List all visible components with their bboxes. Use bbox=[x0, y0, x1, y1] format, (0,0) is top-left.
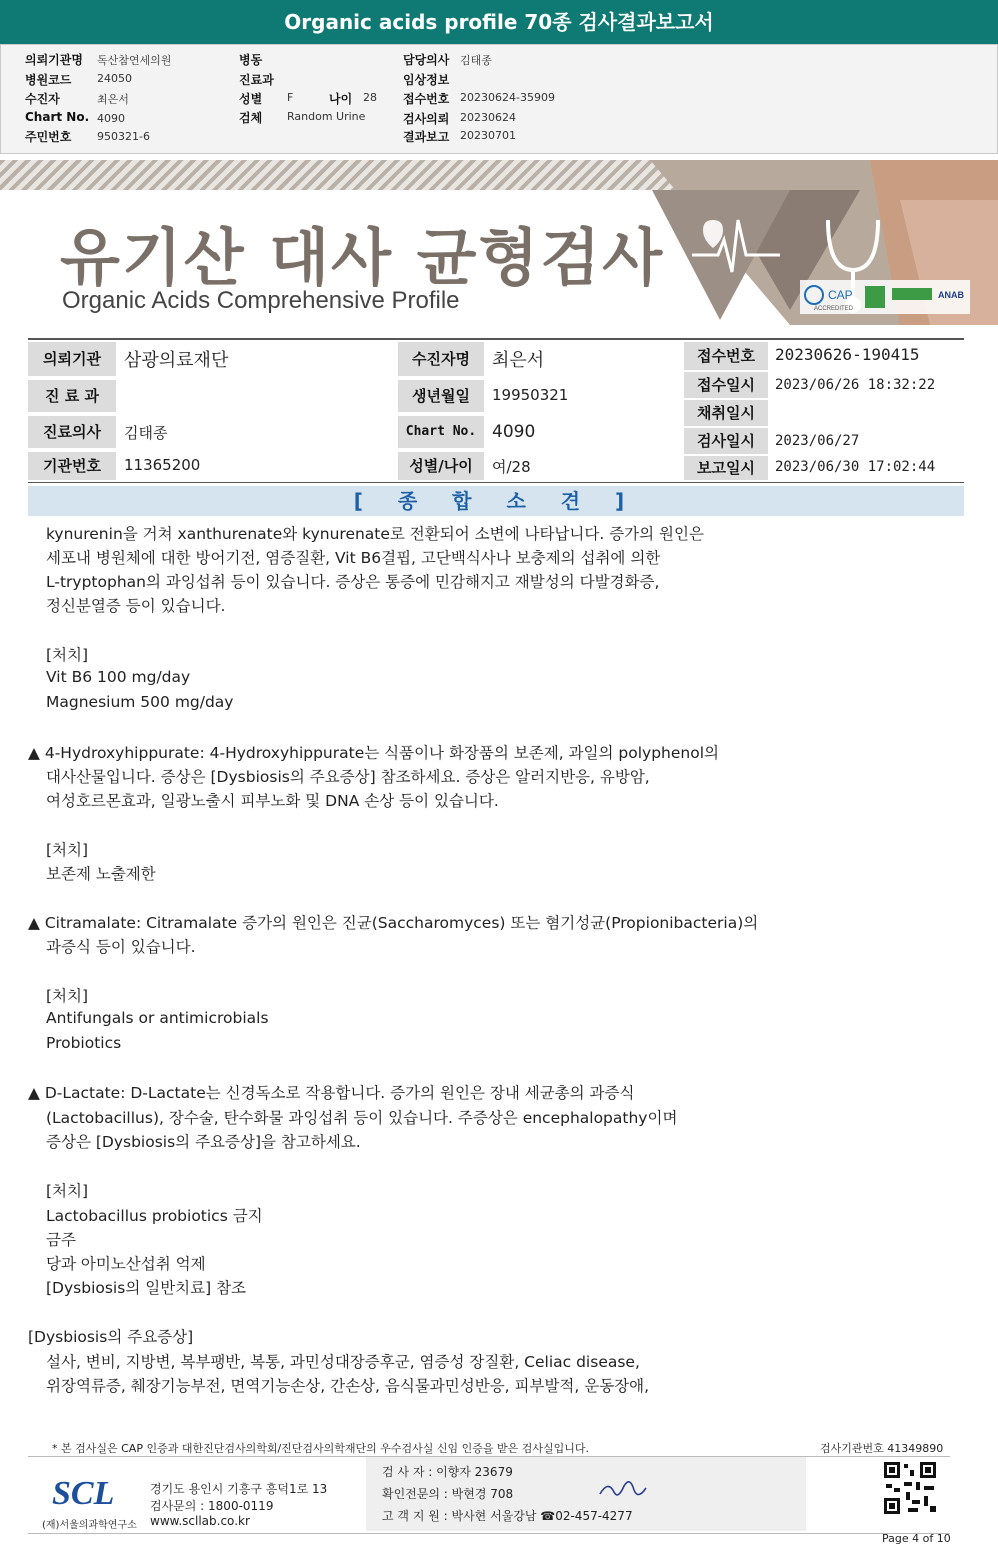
address: 경기도 용인시 기흥구 흥덕1로 13 bbox=[150, 1482, 328, 1496]
summary-line: kynurenin을 거쳐 xanthurenate와 kynurenate로 전환되어 소변에 나타납니다. 증가의 원인은 bbox=[46, 525, 704, 543]
info-label: 나이 bbox=[329, 92, 353, 106]
label-collection-time: 채취일시 bbox=[684, 400, 768, 427]
scl-logo-subtitle: (재)서울의과학연구소 bbox=[42, 1520, 137, 1531]
label-test-date: 검사일시 bbox=[684, 428, 768, 455]
info-value: 28 bbox=[363, 91, 377, 104]
info-value: 20230624-35909 bbox=[460, 91, 555, 104]
label-receipt-time: 접수일시 bbox=[684, 372, 768, 399]
value-chart-no: 4090 bbox=[492, 422, 536, 442]
label-receipt-no: 접수번호 bbox=[684, 342, 768, 371]
info-label: 의뢰기관명 bbox=[25, 53, 83, 67]
top-info-panel bbox=[0, 44, 998, 154]
inquiry-phone: 검사문의 : 1800-0119 bbox=[150, 1499, 274, 1513]
reviewer-info: 확인전문의 : 박현경 708 bbox=[382, 1487, 514, 1501]
info-value: Random Urine bbox=[287, 110, 366, 123]
qr-code-icon[interactable] bbox=[882, 1460, 938, 1516]
table-bottom-border bbox=[28, 482, 964, 483]
summary-line: Antifungals or antimicrobials bbox=[46, 1009, 269, 1027]
summary-line: 여성호르몬효과, 일광노출시 피부노화 및 DNA 손상 등이 있습니다. bbox=[46, 792, 499, 810]
kola-logo-icon bbox=[892, 288, 932, 300]
info-label: 병동 bbox=[239, 53, 263, 67]
summary-line: Probiotics bbox=[46, 1034, 122, 1052]
label-physician: 진료의사 bbox=[28, 416, 116, 449]
summary-line: ▲ Citramalate: Citramalate 증가의 원인은 진균(Saccharomyces) 또는 혐기성균(Propionibacteria)의 bbox=[28, 914, 759, 932]
label-patient-name: 수진자명 bbox=[398, 342, 484, 377]
main-title-english: Organic Acids Comprehensive Profile bbox=[62, 287, 460, 314]
summary-line: [처치] bbox=[46, 987, 89, 1005]
info-label: 임상정보 bbox=[403, 73, 450, 87]
info-value: 최은서 bbox=[97, 93, 129, 106]
value-institution: 삼광의료재단 bbox=[124, 350, 229, 371]
svg-text:CAP: CAP bbox=[828, 288, 853, 302]
summary-line: 금주 bbox=[46, 1231, 76, 1249]
summary-line: 정신분열증 등이 있습니다. bbox=[46, 597, 226, 615]
summary-line: Magnesium 500 mg/day bbox=[46, 693, 234, 711]
info-label: 결과보고 bbox=[403, 130, 450, 144]
info-label: 주민번호 bbox=[25, 130, 72, 144]
value-test-date: 2023/06/27 bbox=[775, 433, 860, 449]
summary-heading: [ 종 합 소 견 ] bbox=[28, 486, 964, 516]
summary-line: 위장역류증, 췌장기능부전, 면역기능손상, 간손상, 음식물과민성반응, 피부발적, 운동장애, bbox=[46, 1377, 650, 1395]
report-title-bar: Organic acids profile 70종 검사결과보고서 bbox=[0, 0, 998, 44]
summary-line: ▲ 4-Hydroxyhippurate: 4-Hydroxyhippurate는 식품이나 화장품의 보존제, 과일의 polyphenol의 bbox=[28, 744, 719, 762]
info-value: F bbox=[287, 91, 294, 104]
info-label: 접수번호 bbox=[403, 92, 450, 106]
summary-line: 당과 아미노산섭취 억제 bbox=[46, 1255, 206, 1273]
summary-line: [Dysbiosis의 일반치료] 참조 bbox=[46, 1279, 247, 1297]
info-label: 성별 bbox=[239, 92, 263, 106]
info-label: 진료과 bbox=[239, 73, 274, 87]
summary-line: [처치] bbox=[46, 646, 89, 664]
info-label: 수진자 bbox=[25, 92, 60, 106]
summary-line: [처치] bbox=[46, 841, 89, 859]
label-sex-age: 성별/나이 bbox=[398, 452, 484, 481]
summary-line: 증상은 [Dysbiosis의 주요증상]을 참고하세요. bbox=[46, 1133, 361, 1151]
value-receipt-no: 20230626-190415 bbox=[775, 345, 920, 364]
info-value: 20230624 bbox=[460, 111, 516, 124]
value-institution-no: 11365200 bbox=[124, 456, 201, 474]
label-institution-no: 기관번호 bbox=[28, 452, 116, 481]
scl-logo: SCL bbox=[52, 1475, 115, 1512]
info-value: 950321-6 bbox=[97, 130, 150, 143]
info-value: 24050 bbox=[97, 72, 132, 85]
info-value: 20230701 bbox=[460, 129, 516, 142]
value-patient-name: 최은서 bbox=[492, 350, 545, 371]
value-sex-age: 여/28 bbox=[492, 458, 531, 476]
page-number: Page 4 of 10 bbox=[882, 1532, 951, 1545]
info-label: 검사의뢰 bbox=[403, 112, 450, 126]
summary-line: (Lactobacillus), 장수술, 탄수화물 과잉섭취 등이 있습니다. 주증상은 encephalopathy이며 bbox=[46, 1109, 678, 1127]
label-institution: 의뢰기관 bbox=[28, 342, 116, 377]
info-label: 담당의사 bbox=[403, 53, 450, 67]
label-birthdate: 생년월일 bbox=[398, 380, 484, 413]
label-report-time: 보고일시 bbox=[684, 456, 768, 481]
label-department: 진 료 과 bbox=[28, 380, 116, 413]
website-link[interactable]: www.scllab.co.kr bbox=[150, 1514, 250, 1528]
info-label: 검체 bbox=[239, 111, 263, 125]
summary-line: Lactobacillus probiotics 금지 bbox=[46, 1207, 263, 1225]
label-chart-no: Chart No. bbox=[398, 416, 484, 449]
accreditation-note: * 본 검사실은 CAP 인증과 대한진단검사의학회/진단검사의학재단의 우수검사실 신임 인증을 받은 검사실입니다. bbox=[52, 1442, 590, 1455]
summary-line: 세포내 병원체에 대한 방어기전, 염증질환, Vit B6결핍, 고단백식사나 보충제의 섭취에 의한 bbox=[46, 549, 661, 567]
summary-line: ▲ D-Lactate: D-Lactate는 신경독소로 작용합니다. 증가의 원인은 장내 세균총의 과증식 bbox=[28, 1084, 635, 1102]
summary-line: Vit B6 100 mg/day bbox=[46, 668, 191, 686]
value-physician: 김태종 bbox=[124, 424, 168, 442]
value-report-time: 2023/06/30 17:02:44 bbox=[775, 459, 936, 475]
signature bbox=[596, 1476, 656, 1502]
info-value: 김태종 bbox=[460, 54, 492, 67]
svg-text:ACCREDITED: ACCREDITED bbox=[814, 306, 854, 312]
info-value: 독산참연세의원 bbox=[97, 54, 172, 67]
lm-logo-icon bbox=[865, 286, 885, 308]
summary-line: L-tryptophan의 과잉섭취 등이 있습니다. 증상은 통증에 민감해지고 재발성의 다발경화증, bbox=[46, 573, 660, 591]
value-receipt-time: 2023/06/26 18:32:22 bbox=[775, 377, 936, 393]
svg-text:ANAB: ANAB bbox=[938, 290, 964, 300]
summary-line: 보존제 노출제한 bbox=[46, 865, 156, 883]
tester-info: 검 사 자 : 이향자 23679 bbox=[382, 1465, 513, 1479]
table-top-border bbox=[28, 338, 964, 340]
summary-line: [Dysbiosis의 주요증상] bbox=[28, 1328, 194, 1346]
summary-line: [처치] bbox=[46, 1182, 89, 1200]
summary-line: 대사산물입니다. 증상은 [Dysbiosis의 주요증상] 참조하세요. 증상은 알러지반응, 유방암, bbox=[46, 768, 650, 786]
info-value: 4090 bbox=[97, 112, 125, 125]
summary-line: 과증식 등이 있습니다. bbox=[46, 938, 196, 956]
value-birthdate: 19950321 bbox=[492, 386, 569, 404]
customer-support: 고 객 지 원 : 박사현 서울강남 ☎02-457-4277 bbox=[382, 1509, 633, 1523]
info-label: Chart No. bbox=[25, 110, 90, 124]
info-label: 병원코드 bbox=[25, 73, 72, 87]
summary-line: 설사, 변비, 지방변, 복부팽반, 복통, 과민성대장증후군, 염증성 장질환, Celiac disease, bbox=[46, 1353, 640, 1371]
organization-number: 검사기관번호 41349890 bbox=[820, 1442, 944, 1455]
main-title-korean: 유기산 대사 균형검사 bbox=[60, 221, 665, 294]
